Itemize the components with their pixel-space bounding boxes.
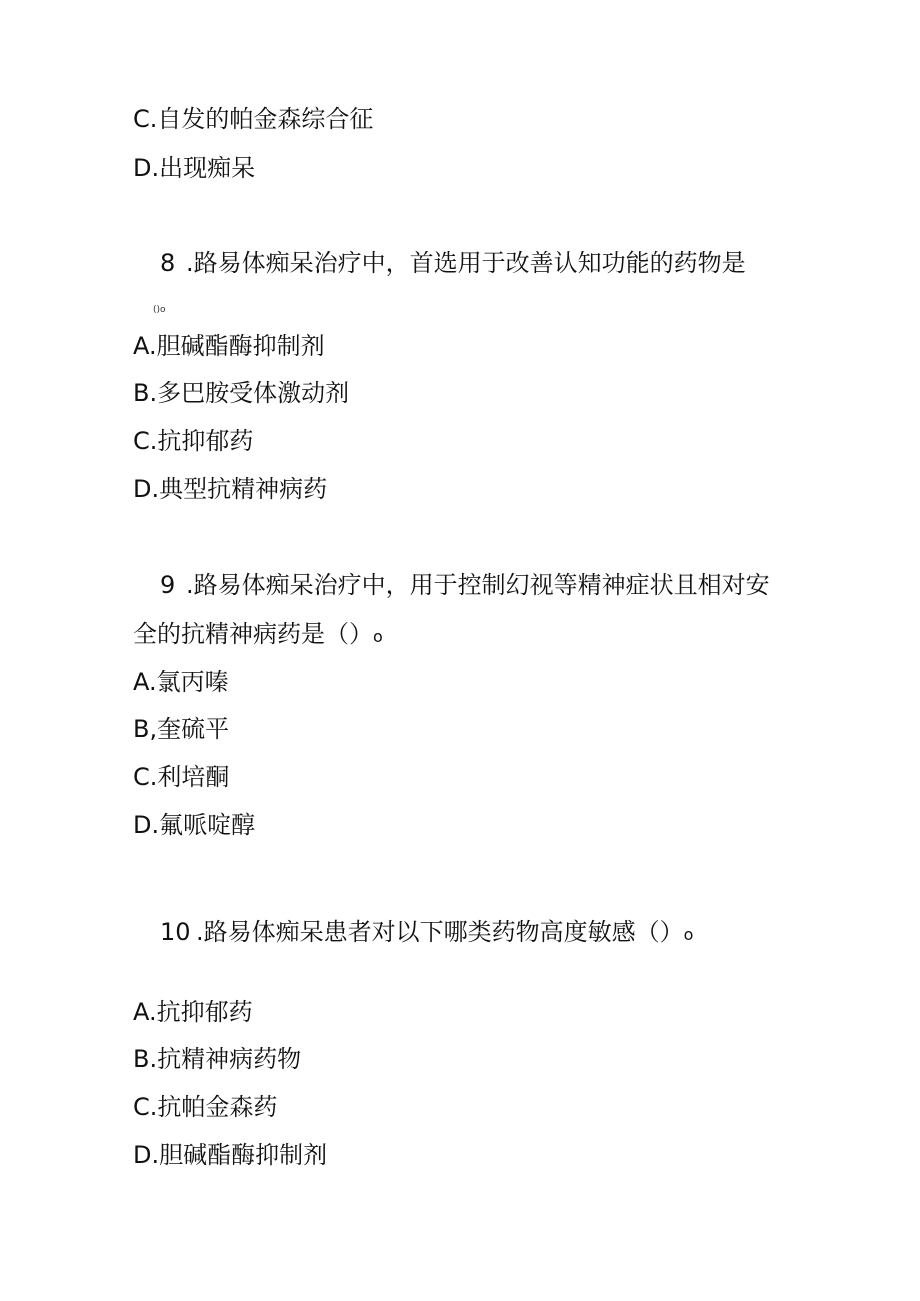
q8-stem-text: .路易体痴呆治疗中，首选用于改善认知功能的药物是 [186,249,746,277]
q9-option-a: A.氯丙嗪 [133,668,229,696]
q9-stem-tail: o [373,627,383,646]
q8-number: 8 [160,249,176,277]
q10-option-c: C.抗帕金森药 [133,1093,278,1121]
q9-stem-text: .路易体痴呆治疗中，用于控制幻视等精神症状且相对安 [186,571,770,599]
q9-option-b: B,奎硫平 [133,715,230,743]
q10-stem-tail: o [683,925,694,944]
q10-number: 10 [160,918,191,946]
q7-option-c: C.自发的帕金森综合征 [133,105,374,133]
q7-option-d: D.出现痴呆 [133,154,256,182]
q8-option-d: D.典型抗精神病药 [133,475,328,503]
q10-option-d: D.胆碱酯酶抑制剂 [133,1141,328,1169]
q9-stem-text-2: 全的抗精神病药是（） [133,620,373,648]
q9-option-c: C.利培酮 [133,763,230,791]
q8-option-c: C.抗抑郁药 [133,427,254,455]
q9-option-d: D.氟哌啶醇 [133,811,256,839]
q9-stem-continued [133,619,383,652]
q9-number: 9 [160,571,176,599]
q10-stem [160,917,693,950]
q8-option-a: A.胆碱酯酶抑制剂 [133,332,325,360]
q8-stem [160,248,746,278]
q8-option-b: B.多巴胺受体激动剂 [133,379,350,407]
q9-stem [160,570,770,600]
q10-option-a: A.抗抑郁药 [133,998,253,1026]
q10-option-b: B.抗精神病药物 [133,1045,302,1073]
q8-answer-blank: ()o [153,305,166,315]
q10-stem-text: .路易体痴呆患者对以下哪类药物高度敏感（） [196,918,684,946]
